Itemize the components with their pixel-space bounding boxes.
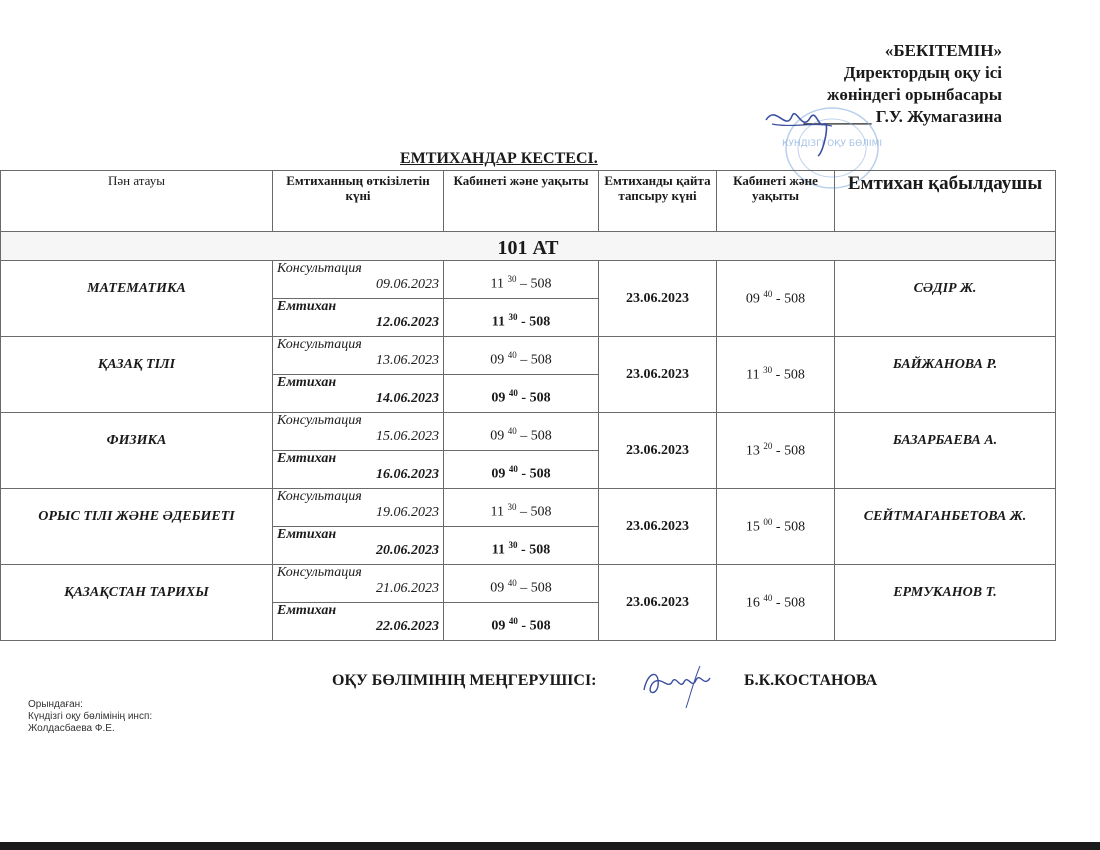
exam-label: Емтихан: [277, 375, 337, 390]
retake-room: 508: [784, 291, 806, 307]
retake-date-cell: [599, 489, 717, 565]
consultation-hour: 09: [490, 428, 505, 444]
consultation-date: 21.06.2023: [376, 581, 439, 596]
subject-name: МАТЕМАТИКА: [87, 281, 186, 296]
consultation-date: 19.06.2023: [376, 505, 439, 520]
exam-minute: 40: [508, 616, 518, 627]
consultation-date: 13.06.2023: [376, 353, 439, 368]
group-row: [1, 232, 1056, 261]
consultation-cell: [273, 565, 444, 603]
subject-name: ҚАЗАҚСТАН ТАРИХЫ: [64, 585, 209, 600]
consultation-time-cell: [444, 489, 599, 527]
retake-hour: 15: [745, 519, 760, 535]
consultation-label: Консультация: [277, 261, 362, 276]
subject-cell: [1, 337, 273, 413]
subject-cell: [1, 261, 273, 337]
exam-cell: [273, 603, 444, 641]
prepared-by-label: Орындаған:: [28, 699, 83, 710]
consultation-minute: 40: [507, 426, 517, 437]
exam-time-cell: 11 $^{30}$ - 508: [444, 527, 599, 565]
retake-date-cell: [599, 565, 717, 641]
header-retake-date: Емтиханды қайта тапсыру күні: [599, 171, 717, 232]
exam-label: Емтихан: [277, 527, 337, 542]
consultation-room: 508: [530, 352, 552, 368]
exam-hour: 11: [491, 542, 506, 558]
header-subject: Пән атауы: [1, 171, 273, 232]
exam-minute: 40: [508, 388, 518, 399]
retake-time-cell: 15 $^{00}$ - 508: [717, 489, 835, 565]
consultation-minute: 40: [507, 350, 517, 361]
exam-label: Емтихан: [277, 603, 337, 618]
retake-room: 508: [784, 595, 806, 611]
consultation-label: Консультация: [277, 337, 362, 352]
retake-minute: 00: [763, 517, 773, 528]
subject-cell: [1, 489, 273, 565]
examiner-name: СЕЙТМАГАНБЕТОВА Ж.: [863, 509, 1027, 524]
consultation-cell: [273, 261, 444, 299]
examiner-cell: [835, 565, 1056, 641]
consultation-hour: 09: [490, 352, 505, 368]
examiner-cell: [835, 489, 1056, 565]
retake-hour: 11: [746, 367, 760, 383]
exam-time-cell: 09 $^{40}$ - 508: [444, 603, 599, 641]
retake-date: 23.06.2023: [626, 366, 689, 382]
consultation-room: 508: [530, 504, 552, 520]
header-room-time: Кабинеті және уақыты: [444, 171, 599, 232]
head-of-department-title: ОҚУ БӨЛІМІНІҢ МЕҢГЕРУШІСІ:: [332, 672, 597, 689]
retake-room: 508: [784, 519, 806, 535]
header-examiner: Емтихан қабылдаушы: [835, 171, 1056, 232]
subject-name: ФИЗИКА: [106, 433, 167, 448]
retake-date-cell: [599, 261, 717, 337]
exam-time-cell: 11 $^{30}$ - 508: [444, 299, 599, 337]
consultation-time-cell: [444, 337, 599, 375]
exam-minute: 30: [508, 312, 518, 323]
table-row: [1, 413, 1056, 451]
prepared-by-role: Күндізгі оқу бөлімінің инсп:: [28, 711, 153, 722]
exam-cell: [273, 451, 444, 489]
approval-position-1: Директордың оқу ісі: [843, 63, 1002, 82]
consultation-label: Консультация: [277, 565, 362, 580]
examiner-name: ЕРМУКАНОВ Т.: [893, 585, 997, 600]
exam-label: Емтихан: [277, 299, 337, 314]
examiner-name: СӘДІР Ж.: [913, 281, 977, 296]
retake-hour: 13: [745, 443, 760, 459]
consultation-cell: [273, 413, 444, 451]
consultation-date: 15.06.2023: [376, 429, 439, 444]
examiner-cell: [835, 261, 1056, 337]
subject-name: ОРЫС ТІЛІ ЖӘНЕ ӘДЕБИЕТІ: [38, 509, 235, 524]
stamp-text: КУНДІЗГІ ОҚУ БӨЛІМІ: [781, 139, 882, 149]
exam-room: 508: [529, 542, 551, 558]
table-row: [1, 261, 1056, 299]
consultation-time-cell: [444, 261, 599, 299]
signature-icon: [638, 660, 718, 710]
consultation-label: Консультация: [277, 413, 362, 428]
exam-cell: [273, 375, 444, 413]
consultation-date: 09.06.2023: [376, 277, 439, 292]
consultation-hour: 11: [490, 504, 504, 520]
retake-time-cell: 16 $^{40}$ - 508: [717, 565, 835, 641]
exam-date: 20.06.2023: [376, 543, 439, 558]
retake-minute: 30: [763, 365, 773, 376]
consultation-cell: [273, 489, 444, 527]
exam-cell: [273, 527, 444, 565]
exam-room: 508: [529, 390, 551, 406]
consultation-room: 508: [530, 276, 552, 292]
consultation-sep: –: [520, 428, 528, 444]
exam-time-cell: 09 $^{40}$ - 508: [444, 375, 599, 413]
consultation-sep: –: [520, 580, 528, 596]
table-row: [1, 337, 1056, 375]
retake-minute: 20: [763, 441, 773, 452]
retake-minute: 40: [763, 289, 773, 300]
retake-time-cell: 09 $^{40}$ - 508: [717, 261, 835, 337]
exam-time-cell: 09 $^{40}$ - 508: [444, 451, 599, 489]
retake-date: 23.06.2023: [626, 290, 689, 306]
header-retake-room: Кабинеті және уақыты: [717, 171, 835, 232]
approval-position-2: жөніндегі орынбасары: [827, 85, 1002, 104]
exam-hour: 09: [491, 390, 506, 406]
examiner-cell: [835, 413, 1056, 489]
consultation-sep: –: [519, 276, 527, 292]
retake-room: 508: [783, 367, 805, 383]
exam-date: 12.06.2023: [376, 315, 439, 330]
consultation-sep: –: [520, 352, 528, 368]
consultation-hour: 09: [490, 580, 505, 596]
consultation-room: 508: [530, 428, 552, 444]
exam-hour: 09: [491, 618, 506, 634]
consultation-minute: 30: [507, 274, 517, 285]
consultation-time-cell: [444, 565, 599, 603]
retake-date: 23.06.2023: [626, 442, 689, 458]
examiner-name: БАЙЖАНОВА Р.: [892, 357, 998, 372]
subject-cell: [1, 565, 273, 641]
consultation-room: 508: [530, 580, 552, 596]
exam-hour: 09: [491, 466, 506, 482]
exam-hour: 11: [491, 314, 506, 330]
group-name: 101 АТ: [497, 237, 559, 259]
retake-date-cell: [599, 413, 717, 489]
exam-label: Емтихан: [277, 451, 337, 466]
retake-hour: 16: [745, 595, 760, 611]
subject-name: ҚАЗАҚ ТІЛІ: [97, 357, 176, 372]
header-exam-date: Емтиханның өткізілетін күні: [273, 171, 444, 232]
retake-date: 23.06.2023: [626, 518, 689, 534]
exam-cell: [273, 299, 444, 337]
exam-date: 22.06.2023: [376, 619, 439, 634]
retake-date: 23.06.2023: [626, 594, 689, 610]
prepared-by-block: [28, 699, 152, 735]
table-header-row: [1, 171, 1056, 232]
retake-date-cell: [599, 337, 717, 413]
exam-minute: 40: [508, 464, 518, 475]
consultation-label: Консультация: [277, 489, 362, 504]
exam-room: 508: [529, 618, 551, 634]
table-row: [1, 489, 1056, 527]
exam-schedule-table: [0, 170, 1056, 641]
consultation-cell: [273, 337, 444, 375]
approval-name-line: ________ Г.У. Жумагазина: [803, 107, 1002, 126]
approval-heading: «БЕКІТЕМІН»: [884, 41, 1002, 60]
retake-hour: 09: [745, 291, 760, 307]
examiner-cell: [835, 337, 1056, 413]
retake-minute: 40: [763, 593, 773, 604]
exam-date: 16.06.2023: [376, 467, 439, 482]
retake-room: 508: [784, 443, 806, 459]
exam-room: 508: [529, 466, 551, 482]
table-row: [1, 565, 1056, 603]
subject-cell: [1, 413, 273, 489]
consultation-time-cell: [444, 413, 599, 451]
consultation-minute: 30: [507, 502, 517, 513]
prepared-by-name: Жолдасбаева Ф.Е.: [28, 723, 115, 734]
exam-date: 14.06.2023: [376, 391, 439, 406]
consultation-sep: –: [519, 504, 527, 520]
head-of-department-name: Б.К.КОСТАНОВА: [744, 672, 878, 689]
scan-edge: [0, 842, 1100, 850]
exam-room: 508: [529, 314, 551, 330]
exam-minute: 30: [508, 540, 518, 551]
retake-time-cell: 13 $^{20}$ - 508: [717, 413, 835, 489]
consultation-hour: 11: [490, 276, 504, 292]
page-title: ЕМТИХАНДАР КЕСТЕСІ.: [400, 150, 598, 167]
retake-time-cell: 11 $^{30}$ - 508: [717, 337, 835, 413]
examiner-name: БАЗАРБАЕВА А.: [892, 433, 998, 448]
approval-name: Г.У. Жумагазина: [875, 107, 1002, 126]
consultation-minute: 40: [507, 578, 517, 589]
